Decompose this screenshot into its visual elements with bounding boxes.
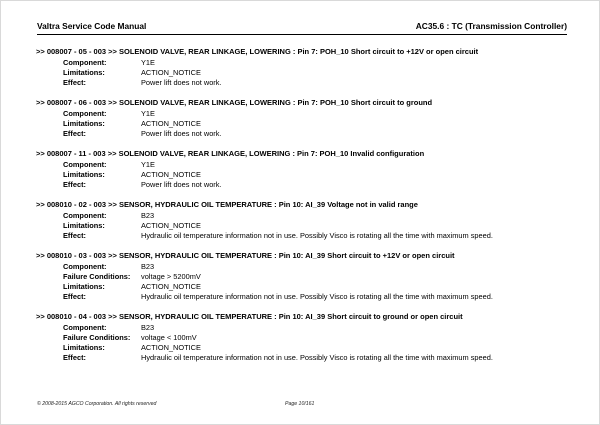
field-label: Component: <box>63 108 107 118</box>
field-value: Y1E <box>141 57 155 67</box>
field-value: Hydraulic oil temperature information not in use. Possibly Visco is rotating all the time with maximum speed. <box>141 230 493 240</box>
field-label: Component: <box>63 210 107 220</box>
field-value: B23 <box>141 210 155 220</box>
field-value: ACTION_NOTICE <box>141 220 201 230</box>
fault-code-entry <box>36 98 579 139</box>
fault-code-field <box>36 231 579 241</box>
fault-code-field <box>36 343 579 353</box>
fault-code-field <box>36 221 579 231</box>
field-label: Effect: <box>63 77 86 87</box>
field-label: Component: <box>63 159 107 169</box>
field-value: Power lift does not work. <box>141 77 222 87</box>
page-footer <box>37 401 557 407</box>
manual-title: Valtra Service Code Manual <box>37 21 147 31</box>
fault-code-entry <box>36 312 579 363</box>
copyright-text: © 2008-2015 AGCO Corporation. All rights reserved <box>37 401 157 407</box>
fault-code-field <box>36 129 579 139</box>
fault-code-title: >> 008007 - 05 - 003 >> SOLENOID VALVE, REAR LINKAGE, LOWERING : Pin 7: POH_10 Short circuit to +12V or open circuit <box>36 47 479 56</box>
fault-code-entry <box>36 200 579 241</box>
field-label: Effect: <box>63 352 86 362</box>
fault-code-field <box>36 211 579 221</box>
page-number: Page 10/161 <box>285 401 315 407</box>
field-label: Component: <box>63 322 107 332</box>
fault-code-field <box>36 180 579 190</box>
field-value: Y1E <box>141 108 155 118</box>
field-value: ACTION_NOTICE <box>141 118 201 128</box>
field-label: Limitations: <box>63 67 105 77</box>
fault-code-list <box>36 47 579 373</box>
fault-code-field <box>36 68 579 78</box>
field-label: Limitations: <box>63 169 105 179</box>
fault-code-title: >> 008010 - 04 - 003 >> SENSOR, HYDRAULIC OIL TEMPERATURE : Pin 10: AI_39 Short circuit to ground or open circuit <box>36 312 463 321</box>
field-label: Limitations: <box>63 281 105 291</box>
field-label: Component: <box>63 57 107 67</box>
page-header <box>37 21 567 35</box>
section-title: AC35.6 : TC (Transmission Controller) <box>415 21 567 31</box>
field-value: voltage > 5200mV <box>141 271 201 281</box>
fault-code-title: >> 008007 - 11 - 003 >> SOLENOID VALVE, REAR LINKAGE, LOWERING : Pin 7: POH_10 Invalid configuration <box>36 149 425 158</box>
field-value: ACTION_NOTICE <box>141 342 201 352</box>
fault-code-field <box>36 160 579 170</box>
field-value: Y1E <box>141 159 155 169</box>
fault-code-field <box>36 282 579 292</box>
fault-code-field <box>36 78 579 88</box>
fault-code-field <box>36 333 579 343</box>
fault-code-field <box>36 353 579 363</box>
fault-code-entry <box>36 47 579 88</box>
field-value: ACTION_NOTICE <box>141 281 201 291</box>
field-label: Component: <box>63 261 107 271</box>
field-label: Effect: <box>63 128 86 138</box>
field-label: Effect: <box>63 230 86 240</box>
field-value: ACTION_NOTICE <box>141 67 201 77</box>
fault-code-field <box>36 109 579 119</box>
field-value: Hydraulic oil temperature information not in use. Possibly Visco is rotating all the time with maximum speed. <box>141 291 493 301</box>
field-value: B23 <box>141 261 155 271</box>
field-label: Limitations: <box>63 118 105 128</box>
field-value: B23 <box>141 322 155 332</box>
fault-code-title: >> 008010 - 03 - 003 >> SENSOR, HYDRAULIC OIL TEMPERATURE : Pin 10: AI_39 Short circuit to +12V or open circuit <box>36 251 455 260</box>
fault-code-title: >> 008010 - 02 - 003 >> SENSOR, HYDRAULIC OIL TEMPERATURE : Pin 10: AI_39 Voltage not in valid range <box>36 200 418 209</box>
fault-code-field <box>36 262 579 272</box>
field-value: Power lift does not work. <box>141 128 222 138</box>
field-label: Limitations: <box>63 220 105 230</box>
field-label: Effect: <box>63 291 86 301</box>
fault-code-field <box>36 58 579 68</box>
field-label: Effect: <box>63 179 86 189</box>
field-value: voltage < 100mV <box>141 332 197 342</box>
fault-code-title: >> 008007 - 06 - 003 >> SOLENOID VALVE, REAR LINKAGE, LOWERING : Pin 7: POH_10 Short circuit to ground <box>36 98 433 107</box>
fault-code-field <box>36 119 579 129</box>
field-value: Hydraulic oil temperature information not in use. Possibly Visco is rotating all the time with maximum speed. <box>141 352 493 362</box>
field-label: Limitations: <box>63 342 105 352</box>
field-value: Power lift does not work. <box>141 179 222 189</box>
field-value: ACTION_NOTICE <box>141 169 201 179</box>
field-label: Failure Conditions: <box>63 332 131 342</box>
fault-code-field <box>36 272 579 282</box>
fault-code-field <box>36 292 579 302</box>
fault-code-entry <box>36 149 579 190</box>
fault-code-field <box>36 323 579 333</box>
fault-code-entry <box>36 251 579 302</box>
field-label: Failure Conditions: <box>63 271 131 281</box>
fault-code-field <box>36 170 579 180</box>
